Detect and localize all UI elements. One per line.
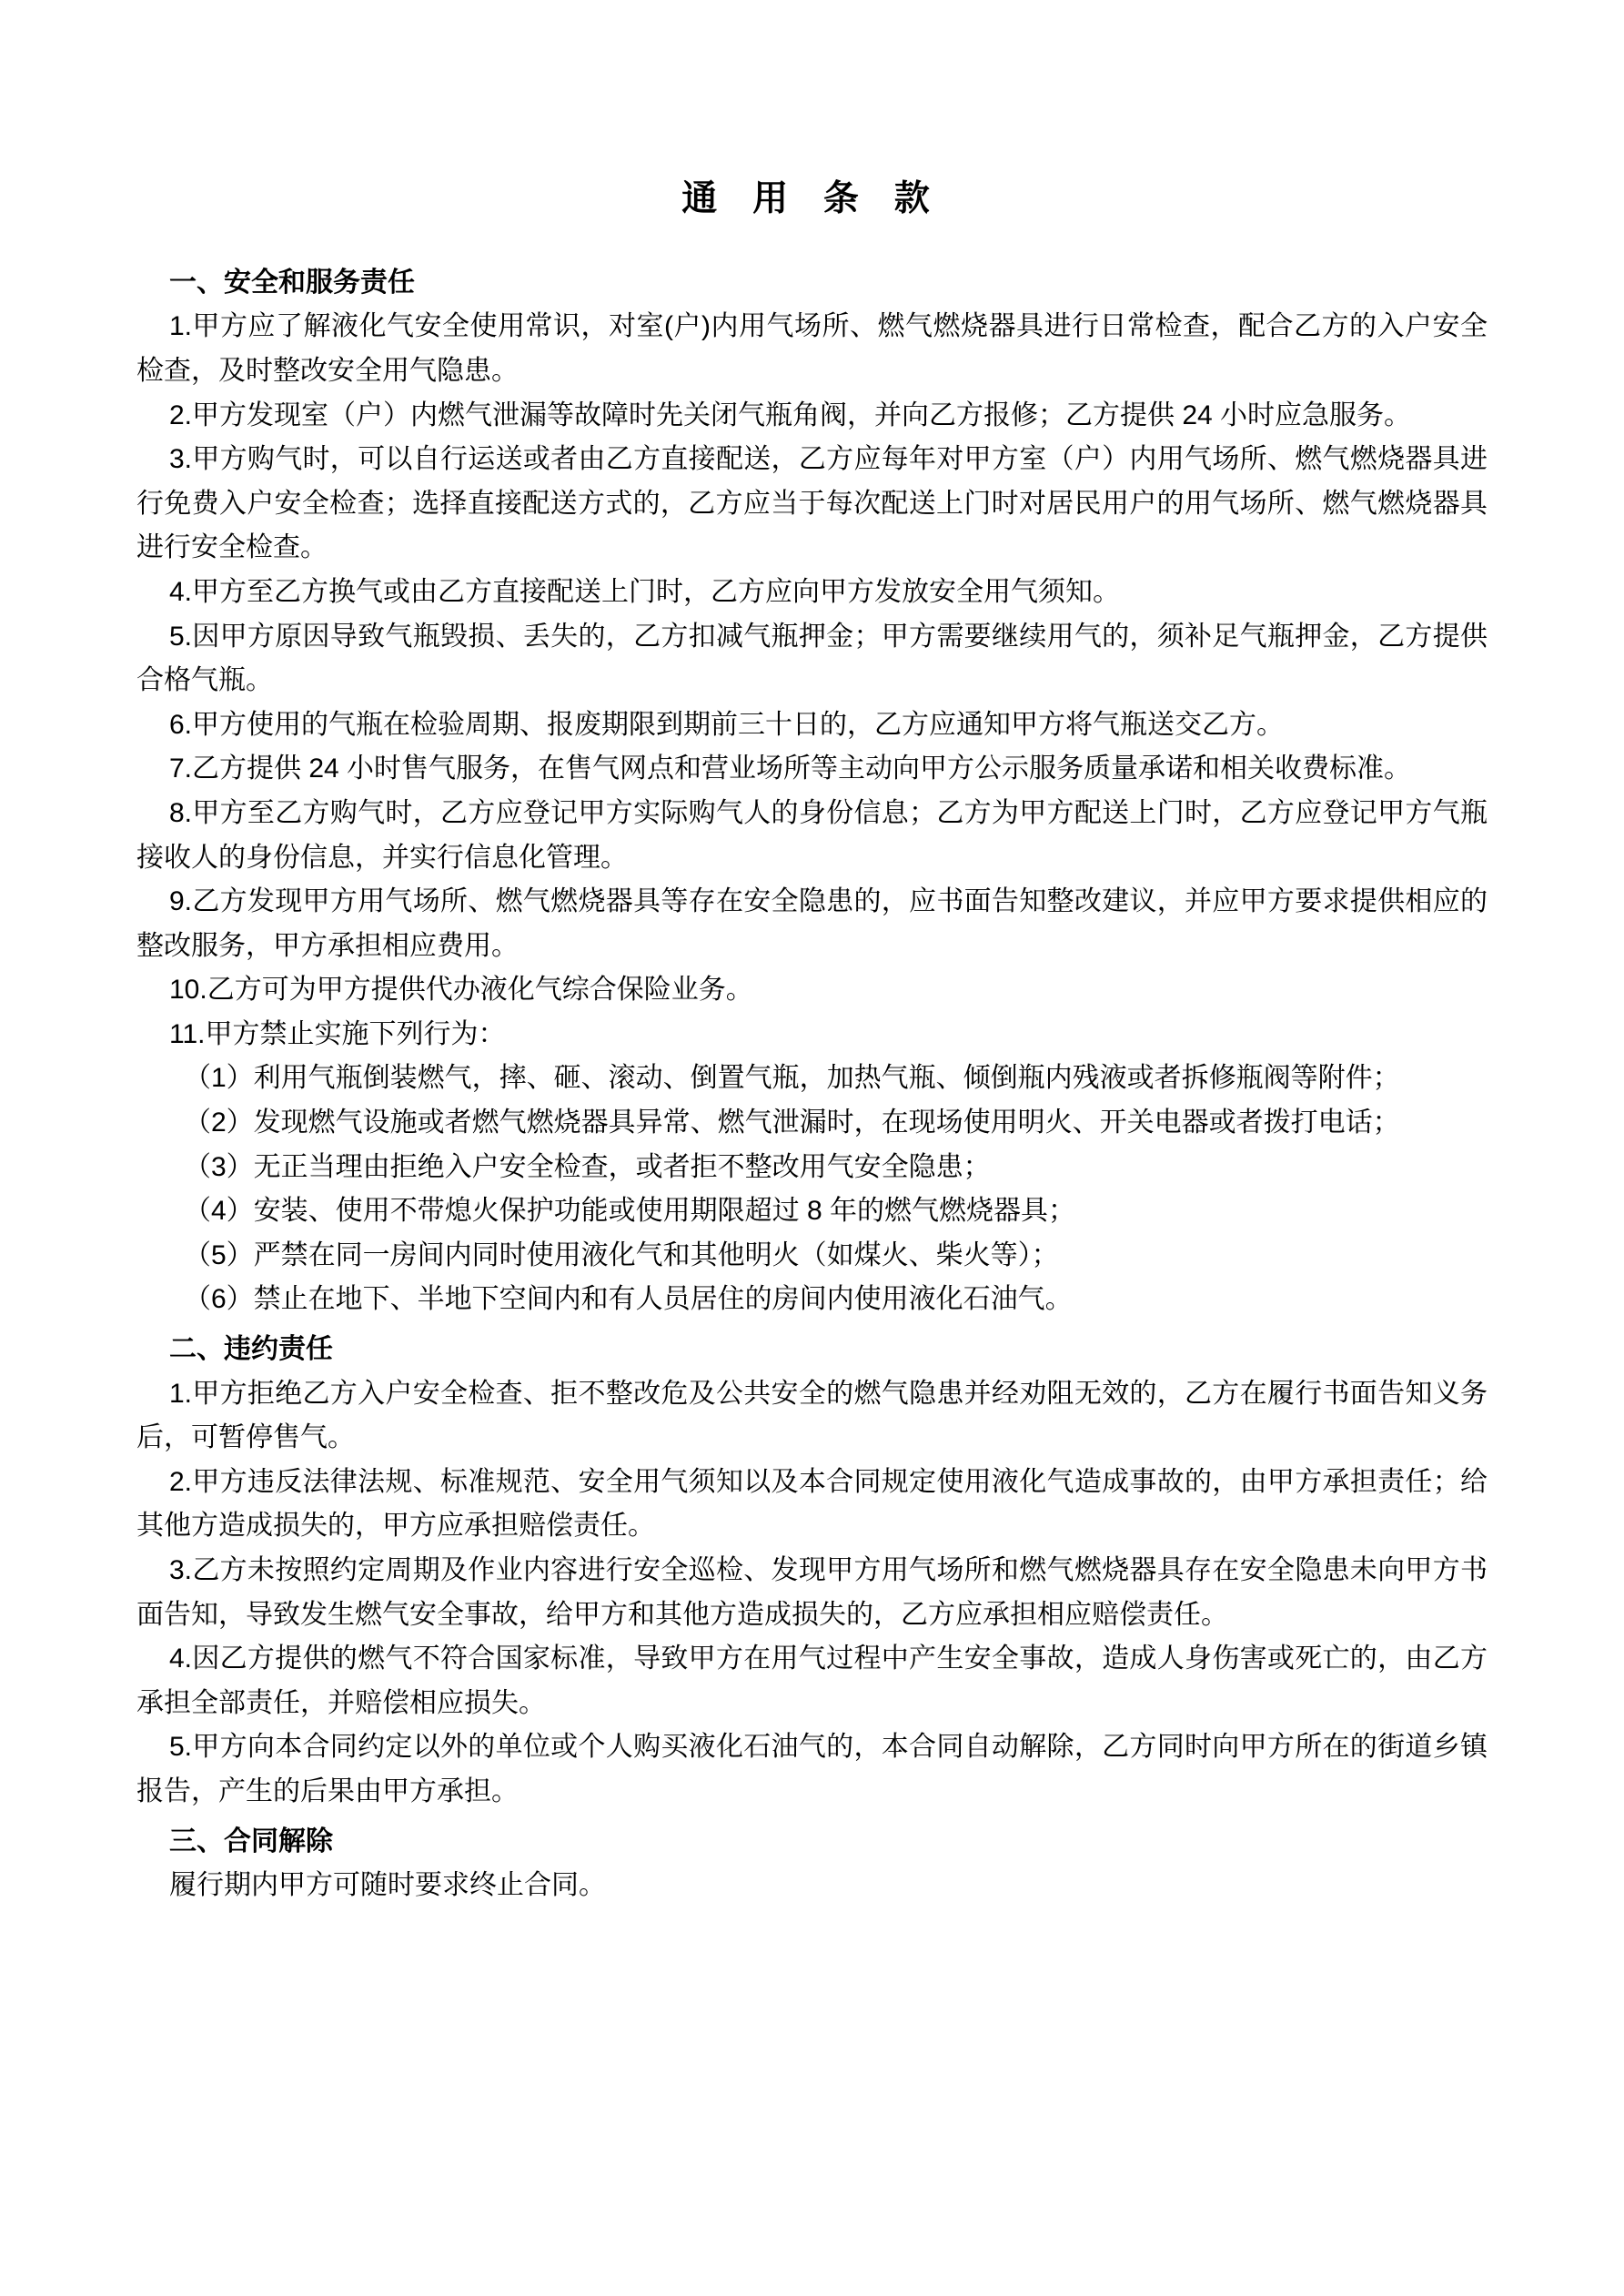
clause-paragraph: 7.乙方提供 24 小时售气服务，在售气网点和营业场所等主动向甲方公示服务质量承诺和相关收费标准。 [169, 754, 1412, 784]
section-heading: 三、合同解除 [169, 1826, 333, 1856]
clause-paragraph: 5.甲方向本合同约定以外的单位或个人购买液化石油气的，本合同自动解除，乙方同时向甲方所在的街道乡镇报告，产生的后果由甲方承担。 [136, 1732, 1488, 1806]
clause-paragraph: 履行期内甲方可随时要求终止合同。 [169, 1870, 606, 1901]
clause-subitem: （6）禁止在地下、半地下空间内和有人员居住的房间内使用液化石油气。 [184, 1284, 1073, 1315]
page-title: 通 用 条 款 [681, 179, 943, 218]
clause-paragraph: 2.甲方发现室（户）内燃气泄漏等故障时先关闭气瓶角阀，并向乙方报修；乙方提供 24 小时应急服务。 [169, 400, 1412, 430]
clause-paragraph: 8.甲方至乙方购气时，乙方应登记甲方实际购气人的身份信息；乙方为甲方配送上门时，乙方应登记甲方气瓶接收人的身份信息，并实行信息化管理。 [136, 797, 1488, 873]
clause-paragraph: 3.乙方未按照约定周期及作业内容进行安全巡检、发现甲方用气场所和燃气燃烧器具存在安全隐患未向甲方书面告知，导致发生燃气安全事故，给甲方和其他方造成损失的，乙方应承担相应赔偿责任。 [136, 1555, 1488, 1630]
clause-subitem: （4）安装、使用不带熄火保护功能或使用期限超过 8 年的燃气燃烧器具； [184, 1196, 1076, 1227]
clause-paragraph: 6.甲方使用的气瓶在检验周期、报废期限到期前三十日的，乙方应通知甲方将气瓶送交乙方。 [169, 709, 1285, 740]
clause-paragraph: 3.甲方购气时，可以自行运送或者由乙方直接配送，乙方应每年对甲方室（户）内用气场所、燃气燃烧器具进行免费入户安全检查；选择直接配送方式的，乙方应当于每次配送上门时对居民用户的用气场所、燃气燃烧器具进行安全检查。 [136, 444, 1488, 563]
clause-paragraph: 10.乙方可为甲方提供代办液化气综合保险业务。 [169, 975, 753, 1006]
clause-paragraph: 5.因甲方原因导致气瓶毁损、丢失的，乙方扣减气瓶押金；甲方需要继续用气的，须补足气瓶押金，乙方提供合格气瓶。 [136, 621, 1488, 696]
section-heading: 一、安全和服务责任 [169, 267, 415, 298]
document-section [136, 1328, 1488, 1815]
clause-paragraph: 9.乙方发现甲方用气场所、燃气燃烧器具等存在安全隐患的，应书面告知整改建议，并应甲方要求提供相应的整改服务，甲方承担相应费用。 [136, 886, 1488, 961]
clause-subitem: （2）发现燃气设施或者燃气燃烧器具异常、燃气泄漏时，在现场使用明火、开关电器或者拨打电话； [184, 1108, 1400, 1138]
section-heading: 二、违约责任 [169, 1334, 333, 1365]
clause-subitem: （3）无正当理由拒绝入户安全检查，或者拒不整改用气安全隐患； [184, 1151, 991, 1182]
clause-paragraph: 1.甲方拒绝乙方入户安全检查、拒不整改危及公共安全的燃气隐患并经劝阻无效的，乙方在履行书面告知义务后，可暂停售气。 [136, 1378, 1488, 1453]
document-section [136, 1820, 1488, 1908]
clause-subitem: （1）利用气瓶倒装燃气，摔、砸、滚动、倒置气瓶，加热气瓶、倾倒瓶内残液或者拆修瓶阀等附件； [184, 1063, 1400, 1094]
clause-paragraph: 11.甲方禁止实施下列行为： [169, 1018, 506, 1049]
clause-paragraph: 4.因乙方提供的燃气不符合国家标准，导致甲方在用气过程中产生安全事故，造成人身伤害或死亡的，由乙方承担全部责任，并赔偿相应损失。 [136, 1644, 1488, 1718]
clause-paragraph: 2.甲方违反法律法规、标准规范、安全用气须知以及本合同规定使用液化气造成事故的，由甲方承担责任；给其他方造成损失的，甲方应承担赔偿责任。 [136, 1466, 1488, 1542]
clause-paragraph: 1.甲方应了解液化气安全使用常识，对室(户)内用气场所、燃气燃烧器具进行日常检查，配合乙方的入户安全检查，及时整改安全用气隐患。 [136, 311, 1488, 386]
clause-subitem: （5）严禁在同一房间内同时使用液化气和其他明火（如煤火、柴火等）； [184, 1239, 1059, 1270]
clause-paragraph: 4.甲方至乙方换气或由乙方直接配送上门时，乙方应向甲方发放安全用气须知。 [169, 576, 1121, 607]
document-section [136, 261, 1488, 1322]
document-body [136, 261, 1488, 1908]
